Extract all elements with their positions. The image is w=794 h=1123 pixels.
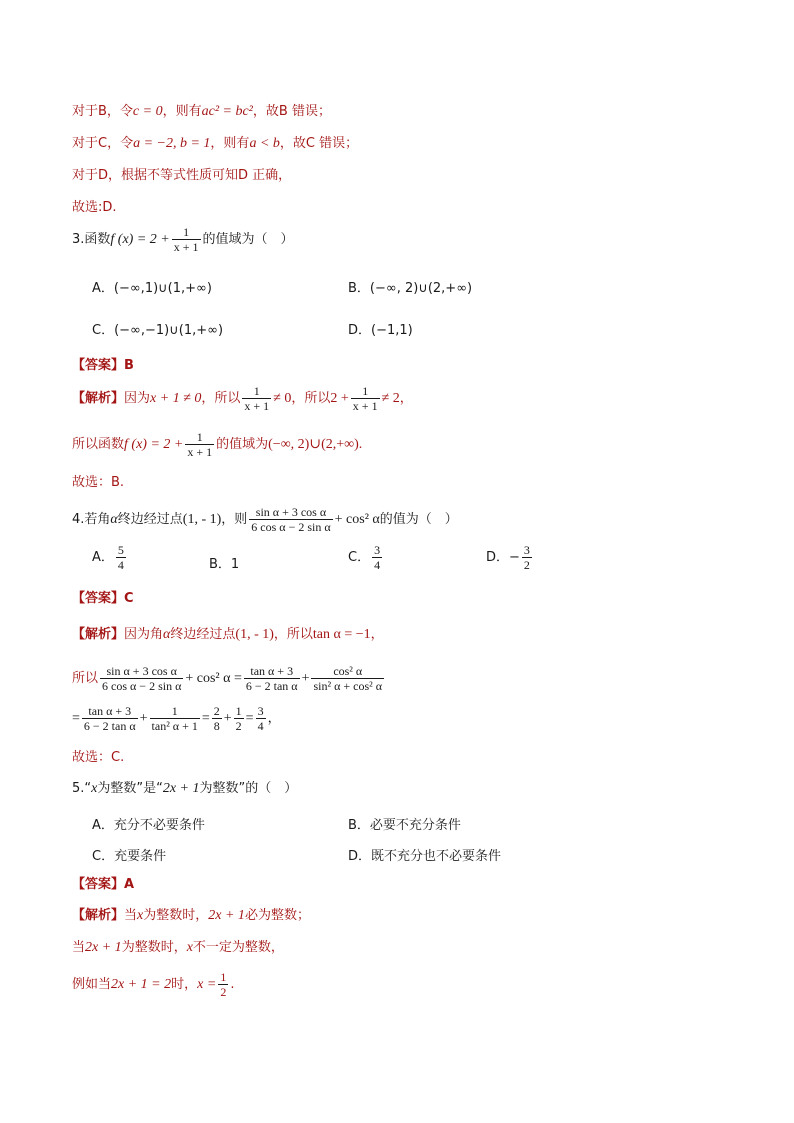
q4-frac-num: cos² α xyxy=(311,664,384,679)
q4-option-c-fraction xyxy=(372,543,382,572)
q5-analysis-math: x = xyxy=(197,977,217,992)
q4-analysis-text: 所以 xyxy=(72,671,99,686)
q5-analysis-math: 2x + 1 xyxy=(85,940,122,955)
q3-analysis-text: ，所以 xyxy=(291,391,331,406)
q4-option-d xyxy=(486,543,534,572)
q4-analysis-text: ， xyxy=(267,711,281,726)
q5-answer-value: A xyxy=(124,877,135,892)
q5-option-c: C．充要条件 xyxy=(92,849,167,864)
q5-analysis-math: 2x + 1 = 2 xyxy=(111,977,172,992)
q3-frac-num: 1 xyxy=(185,430,214,445)
q3-analysis-math: x + 1 ≠ 0 xyxy=(150,391,202,406)
q4-analysis-math: = xyxy=(72,711,80,726)
q4-analysis-fraction xyxy=(234,704,244,733)
q4-frac-den: 8 xyxy=(213,719,220,733)
q4-frac-num: sin α + 3 cos α xyxy=(249,505,332,520)
q4-analysis-math: + xyxy=(139,711,148,726)
q4-analysis-line-1 xyxy=(72,626,384,644)
q3-stem xyxy=(72,225,294,254)
q3-option-d: D．(−1,1) xyxy=(348,323,413,338)
case-b-text-3: ，故B 错误； xyxy=(252,104,331,119)
q4-frac-num: tan α + 3 xyxy=(244,664,300,679)
q3-analysis-math: 2 + xyxy=(330,391,349,406)
q3-analysis-line-2 xyxy=(72,430,362,459)
q4-analysis-text: ， xyxy=(370,627,384,642)
q5-analysis-line-3 xyxy=(72,970,234,999)
q4-option-d-label: D． xyxy=(486,550,510,565)
case-c-text: 对于C，令 xyxy=(72,136,134,151)
q4-suffix: 的值为（ ） xyxy=(379,512,458,527)
q3-analysis-text: 因为 xyxy=(124,391,151,406)
case-c-math-2: a < b xyxy=(249,136,280,151)
q4-analysis-line-3 xyxy=(72,704,281,733)
q5-analysis-label: 【解析】 xyxy=(72,908,125,923)
q5-analysis-text: 当 xyxy=(124,908,138,923)
q5-analysis-line-2 xyxy=(72,939,284,957)
q3-option-b: B．(−∞, 2)∪(2,+∞) xyxy=(348,281,473,296)
q4-frac-num: tan α + 3 xyxy=(82,704,138,719)
q4-analysis-text: 因为角 xyxy=(124,627,164,642)
q3-frac-num: 1 xyxy=(242,384,271,399)
q3-frac-den: x + 1 xyxy=(352,399,378,413)
q5-analysis-math: 2x + 1 xyxy=(208,908,245,923)
q3-frac-den: x + 1 xyxy=(244,399,270,413)
q4-plus-cos: + cos² α xyxy=(334,512,380,527)
q5-text: 5.“ xyxy=(72,781,92,796)
case-c-line xyxy=(72,135,358,153)
q5-x: x xyxy=(186,940,193,955)
q5-stem xyxy=(72,780,297,798)
q4-option-d-fraction xyxy=(522,543,532,572)
q4-analysis-fraction xyxy=(100,664,183,693)
q5-analysis-fraction xyxy=(218,970,228,999)
q4-frac-den: 6 − 2 tan α xyxy=(83,719,136,733)
q3-answer xyxy=(72,357,134,375)
q4-alpha: α xyxy=(163,627,171,642)
q4-analysis-math: + xyxy=(223,711,232,726)
case-b-text-2: ，则有 xyxy=(162,104,202,119)
q5-frac-num: 1 xyxy=(220,970,227,984)
q4-option-a-num: 5 xyxy=(117,543,124,557)
q3-analysis-fraction xyxy=(185,430,214,459)
q4-frac-den: sin² α + cos² α xyxy=(313,679,383,693)
q4-analysis-math: = xyxy=(245,711,254,726)
q5-answer-label: 【答案】 xyxy=(72,877,125,892)
q4-option-c-den: 4 xyxy=(374,558,381,572)
q4-frac-num: sin α + 3 cos α xyxy=(100,664,183,679)
q4-analysis-math: + xyxy=(301,671,310,686)
q4-frac-den: 2 xyxy=(235,719,242,733)
q4-analysis-fraction xyxy=(311,664,384,693)
q5-option-d: D．既不充分也不必要条件 xyxy=(348,849,502,864)
q4-mid: 终边经过点 xyxy=(117,512,183,527)
q4-alpha: α xyxy=(110,512,118,527)
q4-option-a-label: A． xyxy=(92,550,114,565)
case-c-text-2: ，则有 xyxy=(210,136,250,151)
case-b-text: 对于B，令 xyxy=(72,104,133,119)
q3-option-a: A．(−∞,1)∪(1,+∞) xyxy=(92,281,212,296)
select-d-line: 故选:D. xyxy=(72,200,117,215)
q5-expr: 2x + 1 xyxy=(162,781,200,796)
q4-point: (1, - 1) xyxy=(182,512,222,527)
q4-frac-num: 3 xyxy=(257,704,264,718)
case-d-line: 对于D，根据不等式性质可知D 正确， xyxy=(72,168,292,183)
q3-frac-den: x + 1 xyxy=(173,240,199,254)
q5-x: x xyxy=(137,908,144,923)
q3-fraction xyxy=(172,225,201,254)
q5-analysis-text: 为整数时， xyxy=(121,940,187,955)
q3-answer-value: B xyxy=(124,358,134,373)
q5-option-a: A．充分不必要条件 xyxy=(92,818,205,833)
q5-answer xyxy=(72,876,134,894)
q4-frac-num: 1 xyxy=(150,704,200,719)
q4-option-d-den: 2 xyxy=(523,558,530,572)
q3-answer-label: 【答案】 xyxy=(72,358,125,373)
q3-suffix: 的值域为（ ） xyxy=(202,232,294,247)
q3-analysis-math: ≠ 2 xyxy=(381,391,400,406)
q4-answer xyxy=(72,590,134,608)
q4-fraction xyxy=(249,505,332,534)
q4-option-c xyxy=(348,543,384,572)
q4-frac-num: 1 xyxy=(235,704,242,718)
q4-answer-value: C xyxy=(124,591,134,606)
q4-prefix: 4.若角 xyxy=(72,512,111,527)
q4-option-c-label: C． xyxy=(348,550,371,565)
q4-answer-label: 【答案】 xyxy=(72,591,125,606)
q4-analysis-text: ，所以 xyxy=(273,627,313,642)
q4-option-a-den: 4 xyxy=(117,558,124,572)
q3-frac-den: x + 1 xyxy=(187,445,213,459)
case-b-math-1: c = 0 xyxy=(132,104,163,119)
q4-then: ，则 xyxy=(221,512,248,527)
q5-analysis-text: 不一定为整数， xyxy=(192,940,284,955)
q4-analysis-math: = xyxy=(201,711,210,726)
q3-analysis-text: 的值域为 xyxy=(216,437,269,452)
case-c-text-3: ，故C 错误； xyxy=(279,136,359,151)
q5-frac-den: 2 xyxy=(220,985,227,999)
q5-analysis-text: . xyxy=(230,977,235,992)
q4-analysis-text: 终边经过点 xyxy=(170,627,236,642)
q4-frac-num: 2 xyxy=(213,704,220,718)
case-c-math-1: a = −2, b = 1 xyxy=(133,136,211,151)
q5-text: 为整数”的（ ） xyxy=(199,781,298,796)
q4-frac-den: tan² α + 1 xyxy=(151,719,198,733)
q3-analysis-math: (−∞, 2)∪(2,+∞). xyxy=(268,437,363,452)
q4-frac-den: 6 cos α − 2 sin α xyxy=(251,520,331,534)
q3-frac-num: 1 xyxy=(172,225,201,240)
q4-stem xyxy=(72,505,458,534)
q3-analysis-fraction xyxy=(242,384,271,413)
q4-option-b: B．1 xyxy=(209,557,240,572)
q4-analysis-math: + cos² α = xyxy=(185,671,242,686)
q4-analysis-fraction xyxy=(256,704,266,733)
q3-prefix: 3.函数 xyxy=(72,232,111,247)
q4-analysis-fraction xyxy=(150,704,200,733)
q5-analysis-text: 必为整数； xyxy=(244,908,310,923)
q5-x: x xyxy=(91,781,98,796)
q3-analysis-line-1 xyxy=(72,384,413,413)
q4-analysis-math: tan α = −1 xyxy=(312,627,371,642)
q3-analysis-math: f (x) = 2 + xyxy=(124,437,184,452)
q3-function: f (x) = 2 + xyxy=(110,232,170,247)
q4-analysis-fraction xyxy=(212,704,222,733)
q4-option-a-fraction xyxy=(116,543,126,572)
q3-analysis-text: ， xyxy=(399,391,413,406)
q4-analysis-line-2 xyxy=(72,664,386,693)
q4-option-a xyxy=(92,543,128,572)
q5-analysis-text: 例如当 xyxy=(72,977,112,992)
q4-frac-den: 4 xyxy=(257,719,264,733)
q3-frac-num: 1 xyxy=(351,384,380,399)
q5-analysis-line-1 xyxy=(72,907,310,925)
q4-select: 故选：C. xyxy=(72,750,125,765)
q5-option-b: B．必要不充分条件 xyxy=(348,818,461,833)
q4-option-c-num: 3 xyxy=(374,543,381,557)
q4-analysis-fraction xyxy=(82,704,138,733)
q4-option-d-num: 3 xyxy=(523,543,530,557)
q3-analysis-math: ≠ 0 xyxy=(273,391,292,406)
q4-frac-den: 6 − 2 tan α xyxy=(245,679,298,693)
q3-select: 故选：B. xyxy=(72,475,125,490)
q3-option-c: C．(−∞,−1)∪(1,+∞) xyxy=(92,323,224,338)
case-b-math-2: ac² = bc² xyxy=(201,104,253,119)
q4-analysis-label: 【解析】 xyxy=(72,627,125,642)
q3-analysis-label: 【解析】 xyxy=(72,391,125,406)
q5-analysis-text: 当 xyxy=(72,940,86,955)
q4-frac-den: 6 cos α − 2 sin α xyxy=(102,679,182,693)
q3-analysis-text: 所以函数 xyxy=(72,437,125,452)
q5-analysis-text: 为整数时， xyxy=(143,908,209,923)
q4-analysis-fraction xyxy=(244,664,300,693)
q4-point: (1, - 1) xyxy=(235,627,274,642)
q3-analysis-fraction xyxy=(351,384,380,413)
q5-analysis-text: 时， xyxy=(171,977,198,992)
case-b-line xyxy=(72,103,331,121)
q3-analysis-text: ，所以 xyxy=(201,391,241,406)
q5-text: 为整数”是“ xyxy=(97,781,163,796)
q4-option-d-sign: − xyxy=(509,550,520,565)
